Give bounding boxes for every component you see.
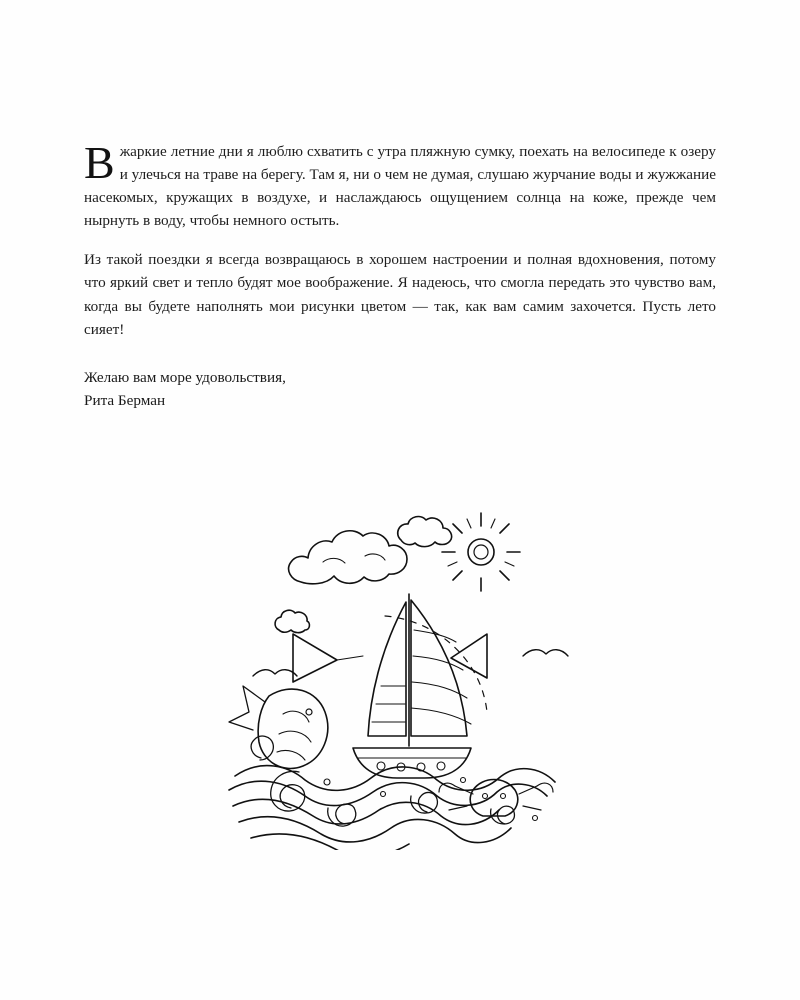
cloud-shape-large — [289, 531, 407, 584]
crab-shape — [439, 780, 553, 817]
letter-signature: Рита Берман — [84, 391, 166, 409]
bird-silhouette-left — [253, 670, 297, 676]
wave-spiral-group — [251, 736, 514, 826]
sailboat-illustration — [205, 490, 605, 850]
letter-closing: Желаю вам море удовольствия, — [84, 368, 286, 386]
sun-icon — [442, 513, 520, 591]
fish-shape — [229, 686, 328, 769]
letter-paragraph-1-text: жаркие летние дни я люблю схватить с утра пляжную сумку, поехать на велосипеде к озеру и улечься на траве на берегу. Там я, ни о чем не думая, слушаю журчание воды и жужжание насекомых, кружащих в воздухе, и наслаждаюсь ощущением солнца на коже, прежде чем нырнуть в воду, чтобы немного остыть. — [84, 143, 716, 230]
pennant-right — [451, 634, 487, 678]
drop-cap: В — [84, 137, 115, 188]
letter-signoff — [84, 367, 716, 413]
cloud-shape-tiny — [275, 610, 309, 632]
bird-silhouette-right — [523, 650, 568, 656]
pennant-left — [293, 634, 363, 682]
letter-paragraph-2: Из такой поездки я всегда возвращаюсь в хорошем настроении и полная вдохновения, потому что яркий свет и тепло будят мое воображение. Я надеюсь, что смогла передать это чувство вам, когда вы будете наполнять мои рисунки цветом — так, как вам самим захочется. Пусть лето сияет! — [84, 251, 716, 338]
wind-arc — [385, 616, 487, 712]
letter-text-block — [84, 137, 716, 412]
cloud-shape-small — [398, 517, 452, 547]
letter-paragraph-1 — [84, 137, 716, 232]
